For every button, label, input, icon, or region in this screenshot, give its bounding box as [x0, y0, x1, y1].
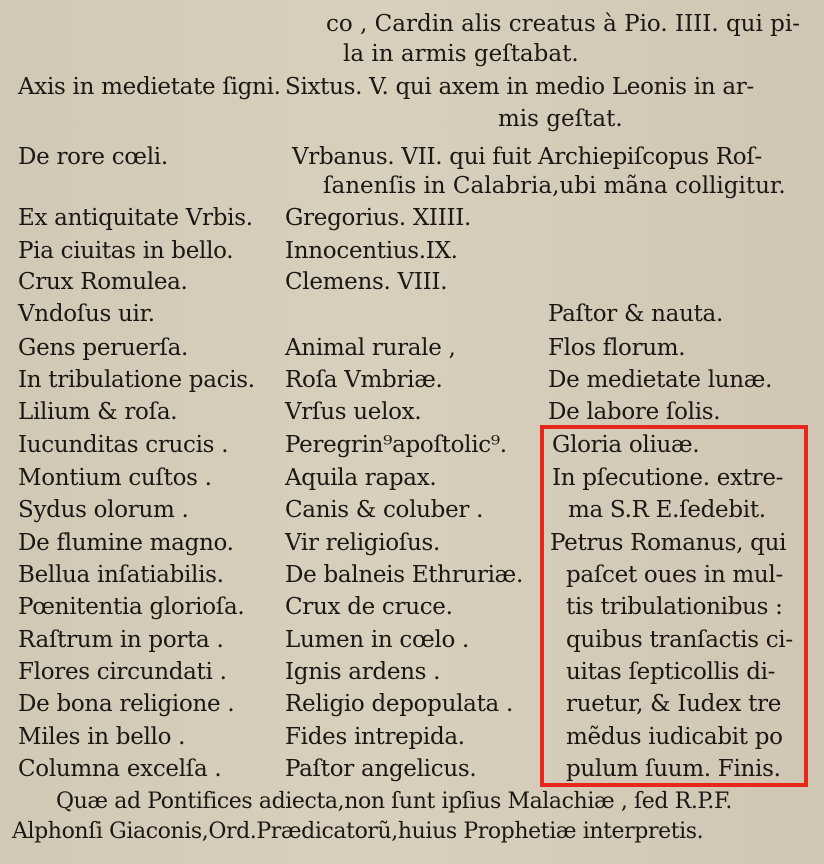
motto-mid-row: Paſtor angelicus.	[285, 756, 477, 782]
motto-mid-row: Ignis ardens .	[285, 659, 441, 685]
motto-mid-row: De balneis Ethruriæ.	[285, 562, 523, 588]
motto-row: Lilium & roſa.	[18, 399, 178, 425]
motto-row: Crux Romulea.	[18, 269, 188, 295]
motto-mid-row: Aquila rapax.	[285, 465, 437, 491]
highlighted-text-line: ruetur, & Iudex tre	[566, 691, 782, 717]
motto-mid-row: Vrſus uelox.	[285, 399, 422, 425]
motto-mid-row: Fides intrepida.	[285, 724, 465, 750]
motto-right-row: Paſtor & nauta.	[548, 301, 723, 327]
motto-row: Pœnitentia glorioſa.	[18, 594, 245, 620]
text-line-4: mis geſtat.	[498, 106, 623, 132]
motto-mid-row: Peregrin⁹apoſtolic⁹.	[285, 432, 507, 458]
motto-right-row: De medietate lunæ.	[548, 367, 773, 393]
pope-urbanus: Vrbanus. VII. qui fuit Archiepiſcopus Roſ-	[292, 144, 763, 170]
motto-row: Ex antiquitate Vrbis.	[18, 205, 253, 231]
motto-row: De flumine magno.	[18, 530, 234, 556]
highlighted-text-line: uitas ſepticollis di-	[566, 659, 776, 685]
motto-row: Sydus olorum .	[18, 497, 189, 523]
pope-row: Innocentius.IX.	[285, 238, 458, 264]
motto-mid-row: Lumen in cœlo .	[285, 627, 470, 653]
pope-sixtus: Sixtus. V. qui axem in medio Leonis in ar-	[285, 74, 754, 100]
text-line-2: la in armis geſtabat.	[343, 41, 579, 67]
highlighted-text-line: quibus tranſactis ci-	[566, 627, 793, 653]
motto-mid-row: Roſa Vmbriæ.	[285, 367, 443, 393]
motto-right-row: De labore ſolis.	[548, 399, 721, 425]
motto-row: In tribulatione pacis.	[18, 367, 255, 393]
highlighted-text-line: pulum ſuum. Finis.	[566, 756, 781, 782]
motto-row: Columna excelſa .	[18, 756, 222, 782]
motto-row: Iucunditas crucis .	[18, 432, 229, 458]
highlighted-text-line: paſcet oues in mul-	[566, 562, 783, 588]
motto-row: De bona religione .	[18, 691, 235, 717]
motto-mid-row: Crux de cruce.	[285, 594, 453, 620]
motto-row: Flores circundati .	[18, 659, 227, 685]
text-line-1: co , Cardin alis creatus à Pio. IIII. qui pi-	[326, 11, 801, 37]
motto-row: Miles in bello .	[18, 724, 186, 750]
motto-mid-row: Religio depopulata .	[285, 691, 513, 717]
footer-line-2: Alphonſi Giaconis,Ord.Prædicatorũ,huius Prophetiæ interpretis.	[12, 819, 704, 844]
highlighted-text-line: tis tribulationibus :	[566, 594, 783, 620]
highlighted-text-line: Petrus Romanus, qui	[550, 530, 787, 556]
pope-row: Clemens. VIII.	[285, 269, 448, 295]
motto-mid-row: Animal rurale ,	[285, 335, 456, 361]
highlighted-text-line: ma S.R E.ſedebit.	[568, 497, 766, 523]
motto-row: Bellua inſatiabilis.	[18, 562, 224, 588]
text-line-6: ſanenſis in Calabria,ubi mãna colligitur.	[323, 173, 786, 199]
motto-de-rore: De rore cœli.	[18, 144, 168, 170]
motto-row: Vndoſus uir.	[18, 301, 155, 327]
highlight-box	[540, 425, 808, 787]
footer-line-1: Quæ ad Pontifices adiecta,non ſunt ipſius Malachiæ , ſed R.P.F.	[56, 789, 732, 814]
highlighted-text-line: In pſecutione. extre-	[552, 465, 784, 491]
highlighted-text-line: Gloria oliuæ.	[552, 432, 700, 458]
motto-row: Gens peruerſa.	[18, 335, 188, 361]
motto-row: Raſtrum in porta .	[18, 627, 224, 653]
motto-axis: Axis in medietate ſigni.	[18, 74, 281, 100]
motto-right-row: Flos florum.	[548, 335, 686, 361]
motto-row: Pia ciuitas in bello.	[18, 238, 234, 264]
motto-mid-row: Canis & coluber .	[285, 497, 484, 523]
highlighted-text-line: mẽdus iudicabit po	[566, 724, 783, 750]
motto-row: Montium cuſtos .	[18, 465, 212, 491]
pope-row: Gregorius. XIIII.	[285, 205, 472, 231]
motto-mid-row: Vir religioſus.	[285, 530, 441, 556]
